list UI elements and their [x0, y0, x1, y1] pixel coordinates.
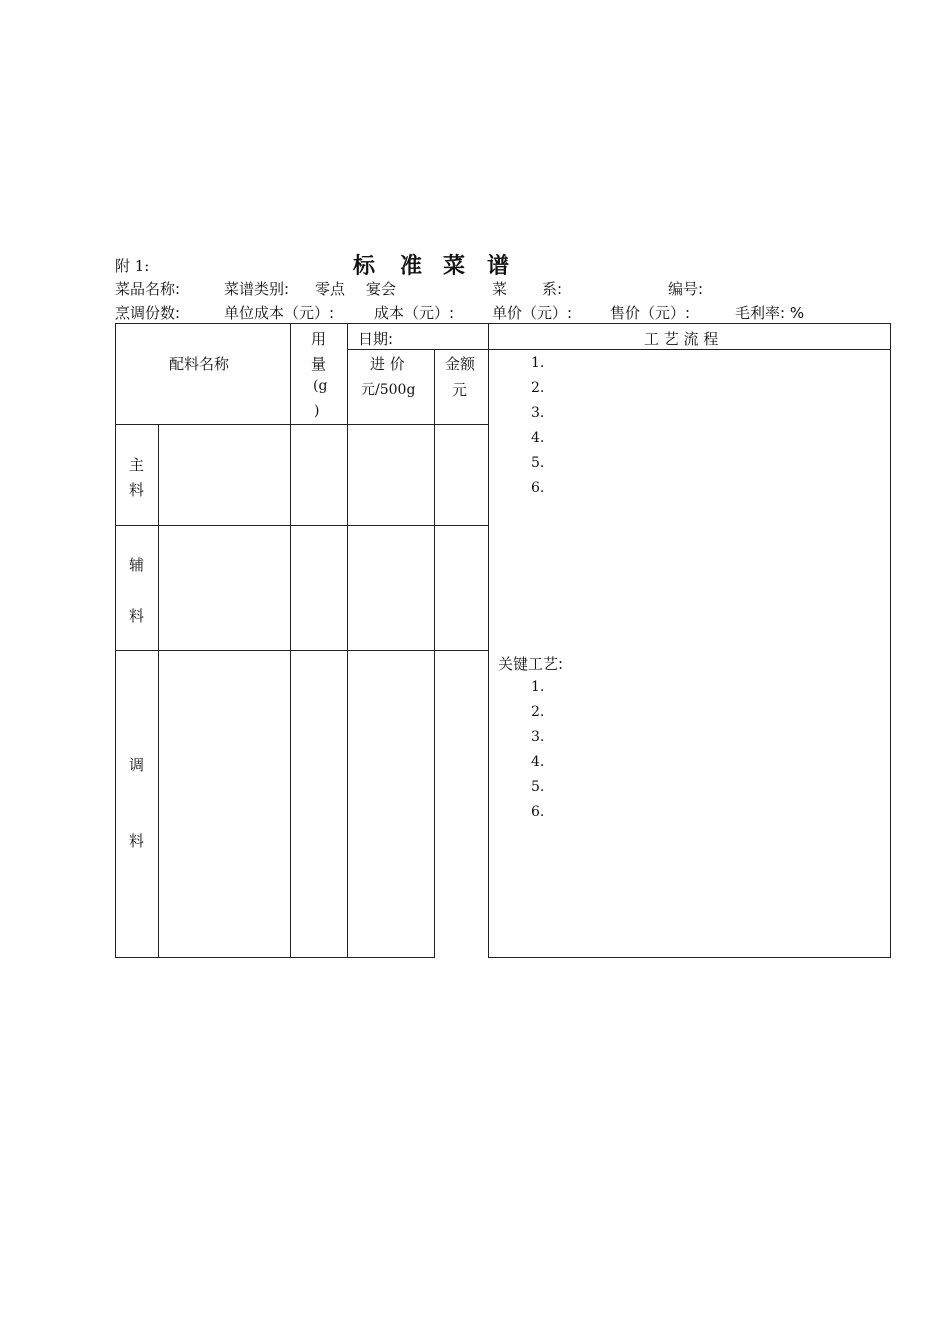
ingredient-table-bottom-border [115, 957, 435, 958]
amount-money-header: 金额 [445, 355, 476, 373]
header-bottom-border [115, 424, 489, 425]
process-left-border [488, 650, 489, 958]
date-row-divider [348, 349, 891, 350]
process-step-5: 5. [531, 455, 545, 471]
appendix-label: 附 1: [115, 257, 150, 275]
sale-price-label: 售价（元）: [610, 304, 691, 322]
table-top-border [115, 323, 891, 324]
price-column-divider [434, 349, 435, 958]
dish-name-label: 菜品名称: [115, 280, 181, 298]
page-title-char-4: 谱 [487, 254, 510, 279]
process-step-4: 4. [531, 430, 545, 446]
unit-price-label: 单价（元）: [492, 304, 573, 322]
key-step-3: 3. [531, 729, 545, 745]
category-option-banquet: 宴会 [366, 280, 397, 298]
unit-cost-label: 单位成本（元）: [224, 304, 335, 322]
cuisine-label-char-2: 系: [542, 280, 563, 298]
key-step-5: 5. [531, 779, 545, 795]
process-step-6: 6. [531, 480, 545, 496]
amount-column-divider [347, 323, 348, 958]
name-column-divider [290, 323, 291, 958]
process-step-2: 2. [531, 380, 545, 396]
main-material-label-2: 料 [129, 481, 145, 499]
table-right-border [890, 323, 891, 958]
process-table-bottom-border [488, 957, 891, 958]
key-process-title: 关键工艺: [498, 655, 564, 673]
recipe-category-label: 菜谱类别: [224, 280, 290, 298]
aux-material-label-1: 辅 [129, 556, 145, 574]
amount-header-line-4: ) [314, 403, 320, 419]
amount-header-line-1: 用 [311, 330, 327, 348]
page-title-char-2: 准 [400, 254, 423, 279]
date-label: 日期: [358, 330, 394, 348]
number-label: 编号: [668, 280, 704, 298]
cuisine-label-char-1: 菜 [492, 280, 508, 298]
purchase-price-unit: 元/500g [361, 382, 416, 398]
key-step-4: 4. [531, 754, 545, 770]
table-left-border [115, 323, 116, 958]
cost-label: 成本（元）: [374, 304, 455, 322]
amount-header-line-3: (g [313, 378, 328, 394]
process-flow-header: 工 艺 流 程 [644, 330, 719, 348]
gross-margin-label: 毛利率: % [735, 304, 805, 322]
page-title-char-3: 菜 [443, 254, 466, 279]
purchase-price-header: 进 价 [370, 355, 405, 373]
portions-label: 烹调份数: [115, 304, 181, 322]
process-step-1: 1. [531, 355, 545, 371]
aux-material-bottom-border [115, 650, 489, 651]
key-step-1: 1. [531, 679, 545, 695]
page-title-char-1: 标 [353, 254, 376, 279]
main-material-label-1: 主 [129, 456, 145, 474]
key-step-2: 2. [531, 704, 545, 720]
seasoning-label-2: 料 [129, 832, 145, 850]
seasoning-label-1: 调 [129, 756, 145, 774]
money-column-divider [488, 323, 489, 651]
category-option-a-la-carte: 零点 [315, 280, 346, 298]
process-step-3: 3. [531, 405, 545, 421]
main-material-bottom-border [115, 525, 489, 526]
aux-material-label-2: 料 [129, 607, 145, 625]
ingredient-name-header: 配料名称 [169, 355, 230, 373]
key-step-6: 6. [531, 804, 545, 820]
amount-money-unit: 元 [452, 381, 468, 399]
amount-header-line-2: 量 [311, 355, 327, 373]
group-column-divider [158, 424, 159, 958]
